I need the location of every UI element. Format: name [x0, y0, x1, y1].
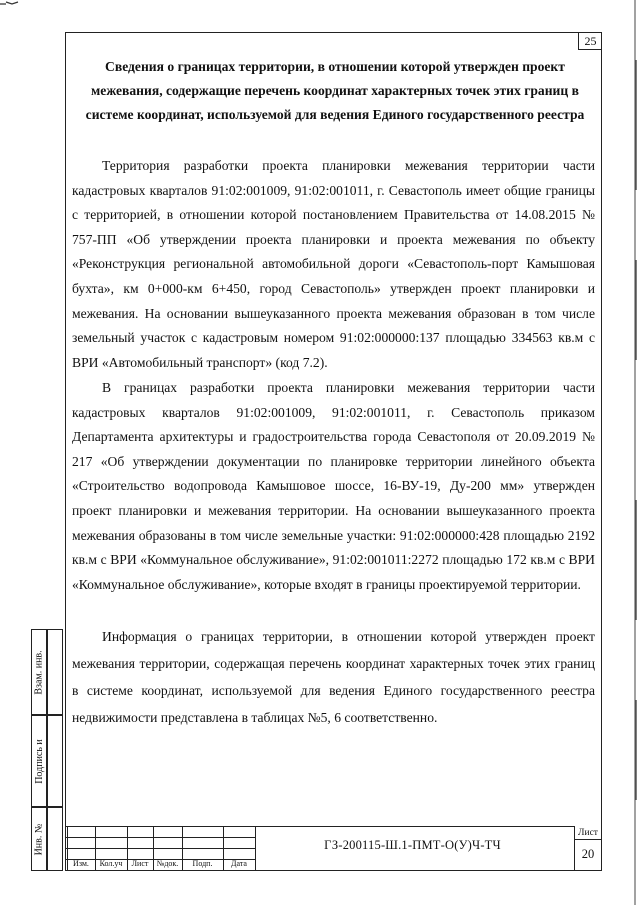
scan-corner-mark [0, 0, 20, 8]
scan-right-edge [632, 0, 639, 905]
header-list: Лист [131, 859, 149, 868]
sheet-number: 25 [578, 32, 602, 50]
side-cell-podpis-blank [47, 715, 63, 807]
header-ndok: №док. [156, 859, 179, 868]
side-cell-vzam-blank [47, 629, 63, 715]
paragraph-1: Территория разработки проекта планировки межевания территории части кадастровых кварталов 91:02:001009, 91:02:001011, г. Севастополь имеет общие границы с территорией, в отношении которой постановлением Правительства от 14.08.2015 № 757-ПП «Об утверждении проекта планировки и проекта межевания по объекту «Реконструкция региональной автомобильной дороги «Севастополь-порт Камышовая бухта», км 0+000-км 6+450, город Севастополь» утвержден проект планировки и межевания. На основании вышеуказанного проекта межевания образован в том числе земельный участок с кадастровым номером 91:02:000000:137 площадью 334563 кв.м с ВРИ «Автомобильный транспорт» (код 7.2). [72, 158, 595, 370]
margin-approval-table [31, 629, 63, 871]
header-data: Дата [231, 859, 247, 868]
paragraph-3: Информация о границах территории, в отношении которой утвержден проект межевания территории, содержащая перечень координат характерных точек этих границ в системе координат, используемой для ведения Единого государственного реестра недвижимости представлена в таблицах №5, 6 соответственно. [72, 629, 595, 725]
paragraph-2: В границах разработки проекта планировки межевания территории части кадастровых кварталов 91:02:001009, 91:02:001011, г. Севастополь приказом Департамента архитектуры и градостроительства города Севастополя от 20.09.2019 № 217 «Об утверждении документации по планировке территории линейного объекта «Строительство водопровода Камышовое шоссе, 16-ВУ-19, Ду-200 мм» утвержден проект планировки и межевания территории. На основании вышеуказанного проекта межевания образованы в том числе земельные участки: 91:02:000000:428 площадью 2192 кв.м с ВРИ «Коммунальное обслуживание», 91:02:001011:2272 площадью 172 кв.м с ВРИ «Коммунальное обслуживание», которые входят в границы проектируемой территории. [72, 380, 595, 592]
side-cell-inv-blank [47, 807, 63, 871]
list-label: Лист [578, 828, 598, 838]
list-number: 20 [581, 847, 595, 861]
header-kol-uch: Кол.уч [99, 859, 123, 868]
side-label-inv-no: Инв. № [33, 823, 45, 855]
document-code: ГЗ-200115-Ш.1-ПМТ-О(У)Ч-ТЧ [324, 838, 501, 852]
header-podp: Подп. [192, 859, 213, 868]
header-izm: Изм. [73, 859, 89, 868]
side-label-podpis: Подпись и [33, 738, 45, 784]
side-label-vzam-inv: Взам. инв. [33, 649, 45, 695]
section-title: Сведения о границах территории, в отношении которой утвержден проект межевания, содержащие перечень координат характерных точек этих границ в системе координат, используемой для ведения Единого государственного реестра [85, 59, 585, 122]
